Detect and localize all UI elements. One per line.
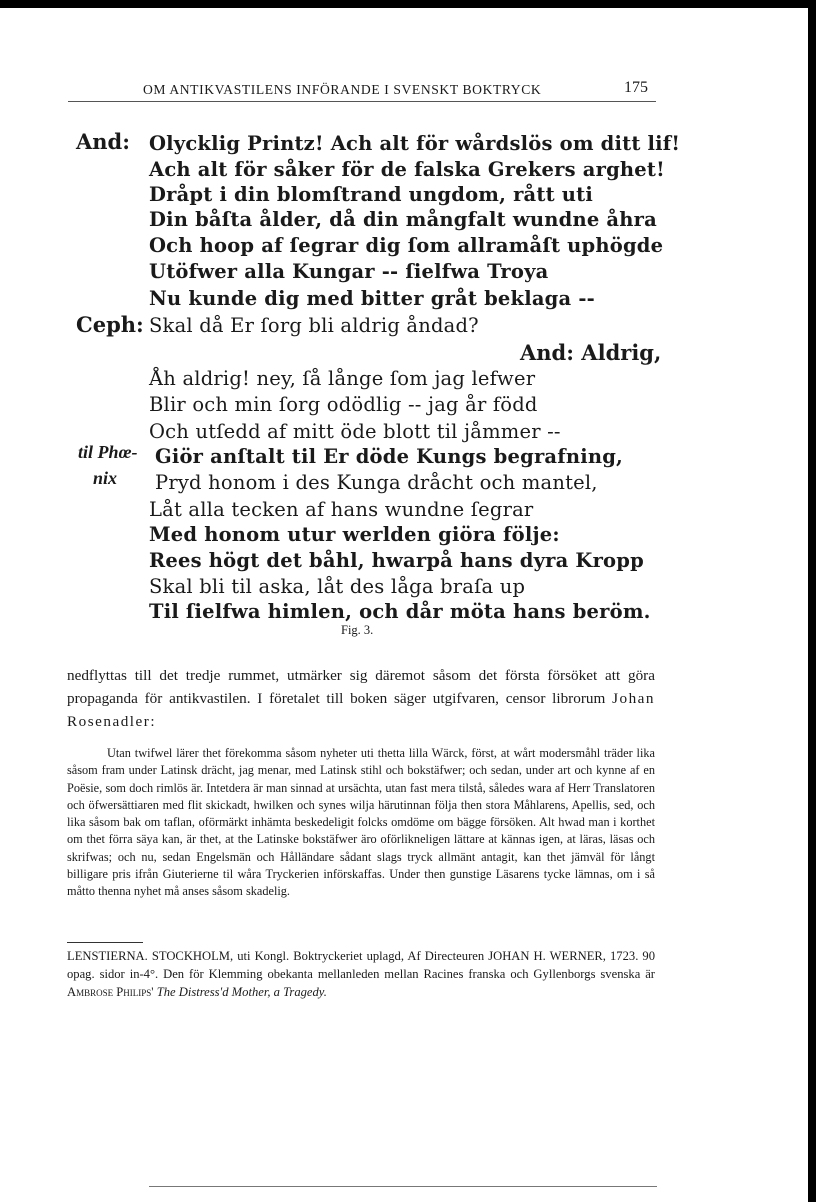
footnote-text: LENSTIERNA. STOCKHOLM, uti Kongl. Boktryckeriet uplagd, Af Directeuren JOHAN H. WERNER, 1723. 90 opag. sidor in-4°. Den för Klemming obekanta mellanleden mellan Racines franska och Gyllenborgs svenska är [67, 949, 655, 981]
verse-line: Nu kunde dig med bitter gråt beklaga -- [149, 287, 595, 310]
margin-note-line-1: til Phœ- [78, 442, 138, 462]
verse-line: Låt alla tecken af hans wundne ſegrar [149, 498, 534, 521]
page-number: 175 [624, 79, 648, 96]
verse-line: Åh aldrig! ney, ſå långe ſom jag lefwer [149, 367, 536, 390]
footnote-possessive: ' [151, 985, 157, 999]
verse-line: Rees högt det båhl, hwarpå hans dyra Kropp [149, 549, 644, 572]
figure-caption: Fig. 3. [341, 623, 374, 637]
verse-line: Dråpt i din blomſtrand ungdom, rått uti [149, 183, 593, 206]
verse-line: Och utſedd af mitt öde blott til jåmmer -- [149, 420, 561, 443]
speaker-and: And: [76, 129, 130, 154]
speaker-ceph: Ceph: [76, 312, 144, 337]
verse-line: Giör anſtalt til Er döde Kungs begrafning, [155, 445, 624, 468]
footnote-rule [67, 942, 143, 943]
verse-line: Skal då Er ſorg bli aldrig åndad? [149, 314, 479, 337]
verse-line: Skal bli til aska, låt des låga braſa up [149, 575, 526, 598]
preface-quotation: Utan twifwel lärer thet förekomma såsom nyheter uti thetta lilla Wärck, först, at wårt modersmåhl träder lika såsom fram under Latinsk drächt, jag menar, med Latinsk stihl och bokstäfwer; och sedan, under art och kynne af en Poësie, som doch rimlös är. Intetdera är man sinnad at ursächta, utan fast mera tilstå, således wara af Herr Translatoren och öfwersättiaren med flit skickadt, hwilken och synes wilja härutinnan följa then stora Måhlarens, Apellis, sed, och lika såsom bak om taflan, oförmärkt inhämta beskedeligit folcks omdöme om bägge försöken. Alt hwad man i korthet om thet förra säya kan, är thet, at the Latinske bokstäfwer äro oförlikneligen lättare at kännas igen, at läras, läsas och skrifwas; och nu, sedan Engelsmän och Hålländare sådant slags tryck allmänt antagit, kan thet jämväl för långt billigare pris ifrån Giuterierne til wåra Tryckerien införskaffas. Under then gunstige Läsarens tycke lämnas, om i så måtto thenna nyhet må anses såsom skadelig. [67, 746, 655, 899]
scan-bottom-line [149, 1186, 657, 1187]
editor-name: Johan Rosenadler: [67, 690, 655, 730]
footnote [67, 947, 655, 1001]
verse-line: Och hoop af ſegrar dig ſom allramåſt uphögde [149, 234, 664, 257]
running-head: OM ANTIKVASTILENS INFÖRANDE I SVENSKT BOKTRYCK [143, 82, 542, 97]
footnote-title: The Distress'd Mother, a Tragedy. [156, 985, 327, 999]
verse-line: Til ſielfwa himlen, och dår möta hans beröm. [149, 600, 651, 623]
speaker-and-aldrig: And: Aldrig, [520, 340, 662, 365]
body-paragraph-text: nedflyttas till det tredje rummet, utmärker sig däremot såsom det första försöket att göra propaganda för antikvastilen. I företalet till boken säger utgifvaren, censor librorum [67, 667, 655, 707]
margin-note-line-2: nix [93, 468, 118, 488]
verse-line: Olycklig Printz! Ach alt för wårdslös om ditt lif! [149, 132, 681, 155]
verse-line: Blir och min ſorg odödlig -- jag år född [149, 393, 538, 416]
verse-line: Din båſta ålder, då din mångfalt wundne åhra [149, 208, 657, 231]
verse-line: Ach alt för såker för de falska Grekers arghet! [149, 158, 665, 181]
verse-line: Utöfwer alla Kungar -- ſielfwa Troya [149, 260, 549, 283]
verse-line: Pryd honom i des Kunga dråcht och mantel, [155, 471, 598, 494]
footnote-author: Ambrose Philips [67, 985, 152, 999]
body-paragraph [67, 664, 655, 733]
verse-line: Med honom utur werlden giöra följe: [149, 523, 560, 546]
